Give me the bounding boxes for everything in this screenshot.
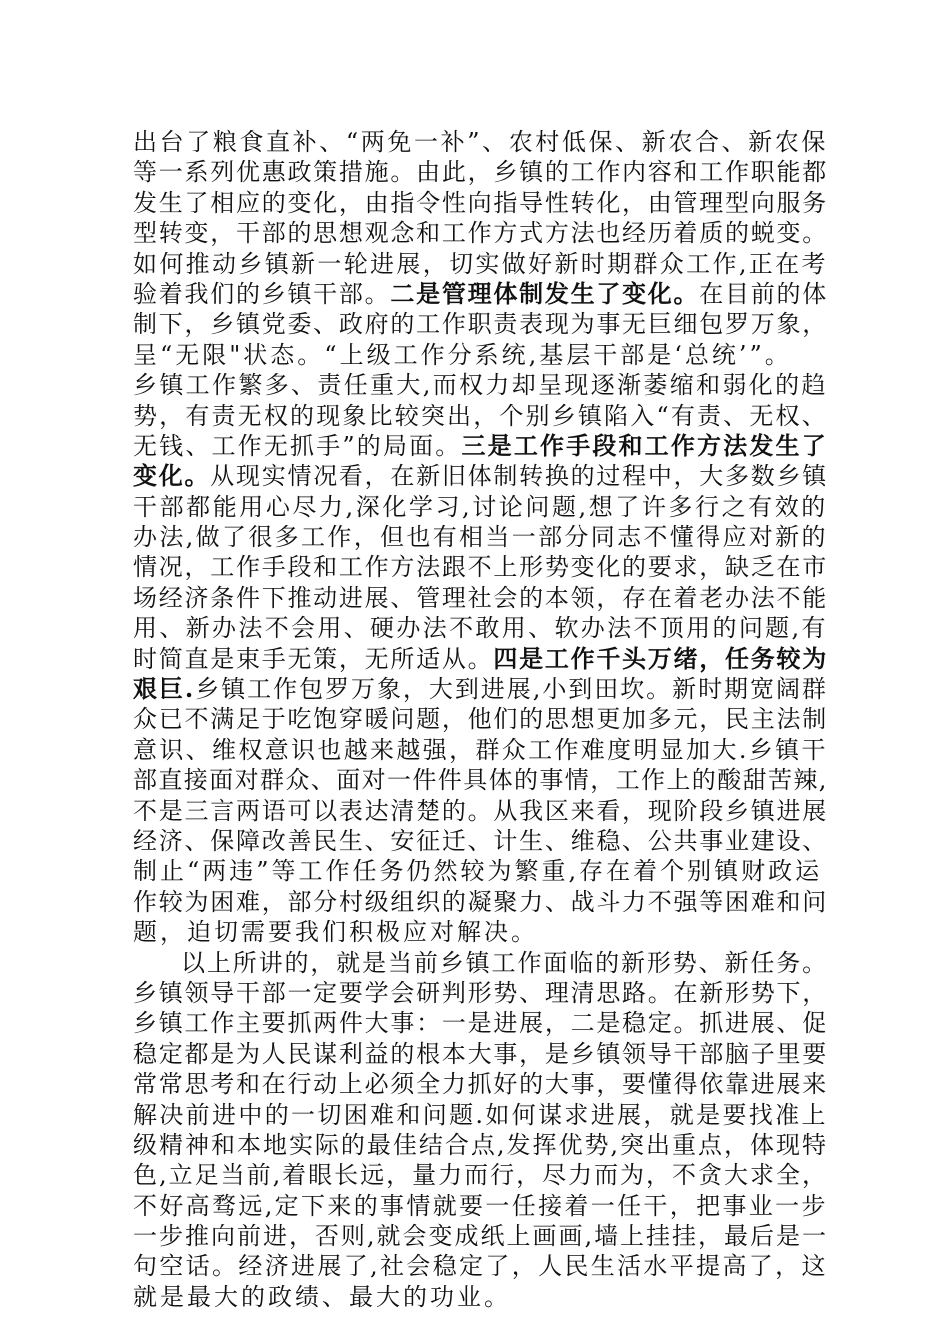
text-line (133, 492, 828, 522)
body-text: 干部都能用心尽力,深化学习,讨论问题,想了许多行之有效的 (133, 492, 828, 521)
text-line (133, 948, 828, 978)
body-text: 势，有责无权的现象比较突出，个别乡镇陷入“有责、无权、 (133, 401, 828, 430)
body-text: 部直接面对群众、面对一件件具体的事情，工作上的酸甜苦辣, (133, 766, 828, 795)
body-text: 乡镇工作主要抓两件大事：一是进展，二是稳定。抓进展、促 (133, 1009, 828, 1038)
text-line (133, 401, 828, 431)
text-line (133, 552, 828, 582)
text-line (133, 1221, 828, 1251)
bold-heading-text: 二是管理体制发生了变化。 (390, 278, 700, 308)
body-text: 级精神和本地实际的最佳结合点,发挥优势,突出重点，体现特 (133, 1130, 828, 1159)
text-line (133, 1039, 828, 1069)
text-line (133, 887, 828, 917)
document-body (133, 127, 828, 1312)
body-text: 呈“无限"状态。“上级工作分系统,基层干部是‘总统’”。 (133, 340, 792, 369)
text-line (133, 796, 828, 826)
text-line (133, 644, 828, 674)
text-line (133, 157, 828, 187)
text-line (133, 735, 828, 765)
text-line (133, 1008, 828, 1038)
text-line (133, 1100, 828, 1130)
text-line (133, 370, 828, 400)
bold-heading-text: 三是工作手段和工作方法发生了 (461, 430, 828, 460)
body-text: 用、新办法不会用、硬办法不敢用、软办法不顶用的问题,有 (133, 614, 828, 643)
body-text: 如何推动乡镇新一轮进展，切实做好新时期群众工作,正在考 (133, 249, 828, 278)
body-text: 题，迫切需要我们积极应对解决。 (133, 918, 538, 947)
body-text: 常常思考和在行动上必须全力抓好的大事，要懂得依靠进展来 (133, 1070, 828, 1099)
text-line (133, 1069, 828, 1099)
body-text: 一步推向前进，否则,就会变成纸上画画,墙上挂挂，最后是一 (133, 1222, 828, 1251)
body-text: 不好高骛远,定下来的事情就要一任接着一任干，把事业一步 (133, 1191, 828, 1220)
text-line (133, 704, 828, 734)
body-text: 制下，乡镇党委、政府的工作职责表现为事无巨细包罗万象， (133, 310, 828, 339)
text-line (133, 765, 828, 795)
body-text: 出台了粮食直补、“两免一补”、农村低保、新农合、新农保 (133, 128, 829, 156)
body-text: 色,立足当前,着眼长远，量力而行，尽力而为，不贪大求全， (133, 1161, 828, 1190)
body-text: 在目前的体 (699, 279, 828, 308)
text-line (133, 340, 828, 370)
body-text: 作较为困难，部分村级组织的凝聚力、战斗力不强等困难和问 (133, 887, 828, 916)
text-line (133, 1251, 828, 1281)
text-line (133, 1282, 828, 1312)
text-line (133, 249, 828, 279)
bold-heading-text: 变化。 (133, 461, 211, 491)
body-text: 情况，工作手段和工作方法跟不上形势变化的要求，缺乏在市 (133, 553, 828, 582)
body-text: 场经济条件下推动进展、管理社会的本领，存在着老办法不能 (133, 583, 828, 612)
body-text: 经济、保障改善民生、安征迁、计生、维稳、公共事业建设、 (133, 826, 828, 855)
text-line (133, 218, 828, 248)
body-text: 意识、维权意识也越来越强，群众工作难度明显加大.乡镇干 (133, 735, 828, 764)
body-text: 办法,做了很多工作，但也有相当一部分同志不懂得应对新的 (133, 523, 828, 552)
body-text: 稳定都是为人民谋利益的根本大事，是乡镇领导干部脑子里要 (133, 1039, 828, 1068)
text-line (133, 431, 828, 461)
text-line (133, 917, 828, 947)
body-text: 乡镇工作繁多、责任重大,而权力却呈现逐渐萎缩和弱化的趋 (133, 371, 828, 400)
body-text: 句空话。经济进展了,社会稳定了，人民生活水平提高了，这 (133, 1252, 828, 1281)
text-line (133, 279, 828, 309)
body-text: 从现实情况看，在新旧体制转换的过程中，大多数乡镇 (210, 462, 828, 491)
text-line (133, 856, 828, 886)
text-line (133, 674, 828, 704)
body-text: 乡镇工作包罗万象，大到进展,小到田坎。新时期宽阔群 (195, 675, 828, 704)
body-text: 时简直是束手无策，无所适从。 (133, 644, 494, 673)
body-text: 型转变，干部的思想观念和工作方式方法也经历着质的蜕变。 (133, 219, 828, 248)
text-line (133, 583, 828, 613)
body-text: 无钱、工作无抓手”的局面。 (133, 431, 462, 460)
body-text: 不是三言两语可以表达清楚的。从我区来看，现阶段乡镇进展 (133, 796, 828, 825)
text-line (133, 127, 828, 157)
text-line (133, 461, 828, 491)
body-text: 验着我们的乡镇干部。 (133, 279, 391, 308)
text-line (133, 188, 828, 218)
body-text: 解决前进中的一切困难和问题.如何谋求进展，就是要找准上 (133, 1100, 828, 1129)
text-line (133, 826, 828, 856)
text-line (133, 309, 828, 339)
body-text: 以上所讲的，就是当前乡镇工作面临的新形势、新任务。 (181, 948, 828, 977)
text-line (133, 613, 828, 643)
bold-heading-text: 四是工作千头万绪，任务较为 (493, 643, 828, 673)
body-text: 众已不满足于吃饱穿暖问题，他们的思想更加多元，民主法制 (133, 705, 828, 734)
body-text: 乡镇领导干部一定要学会研判形势、理清思路。在新形势下， (133, 978, 828, 1007)
text-line (133, 522, 828, 552)
text-line (133, 1130, 828, 1160)
bold-heading-text: 艰巨. (133, 674, 196, 704)
body-text: 就是最大的政绩、最大的功业。 (133, 1282, 511, 1311)
body-text: 发生了相应的变化，由指令性向指导性转化，由管理型向服务 (133, 188, 828, 217)
text-line (133, 1191, 828, 1221)
body-text: 制止“两违”等工作任务仍然较为繁重,存在着个别镇财政运 (133, 857, 823, 886)
text-line (133, 978, 828, 1008)
text-line (133, 1160, 828, 1190)
body-text: 等一系列优惠政策措施。由此，乡镇的工作内容和工作职能都 (133, 158, 828, 187)
